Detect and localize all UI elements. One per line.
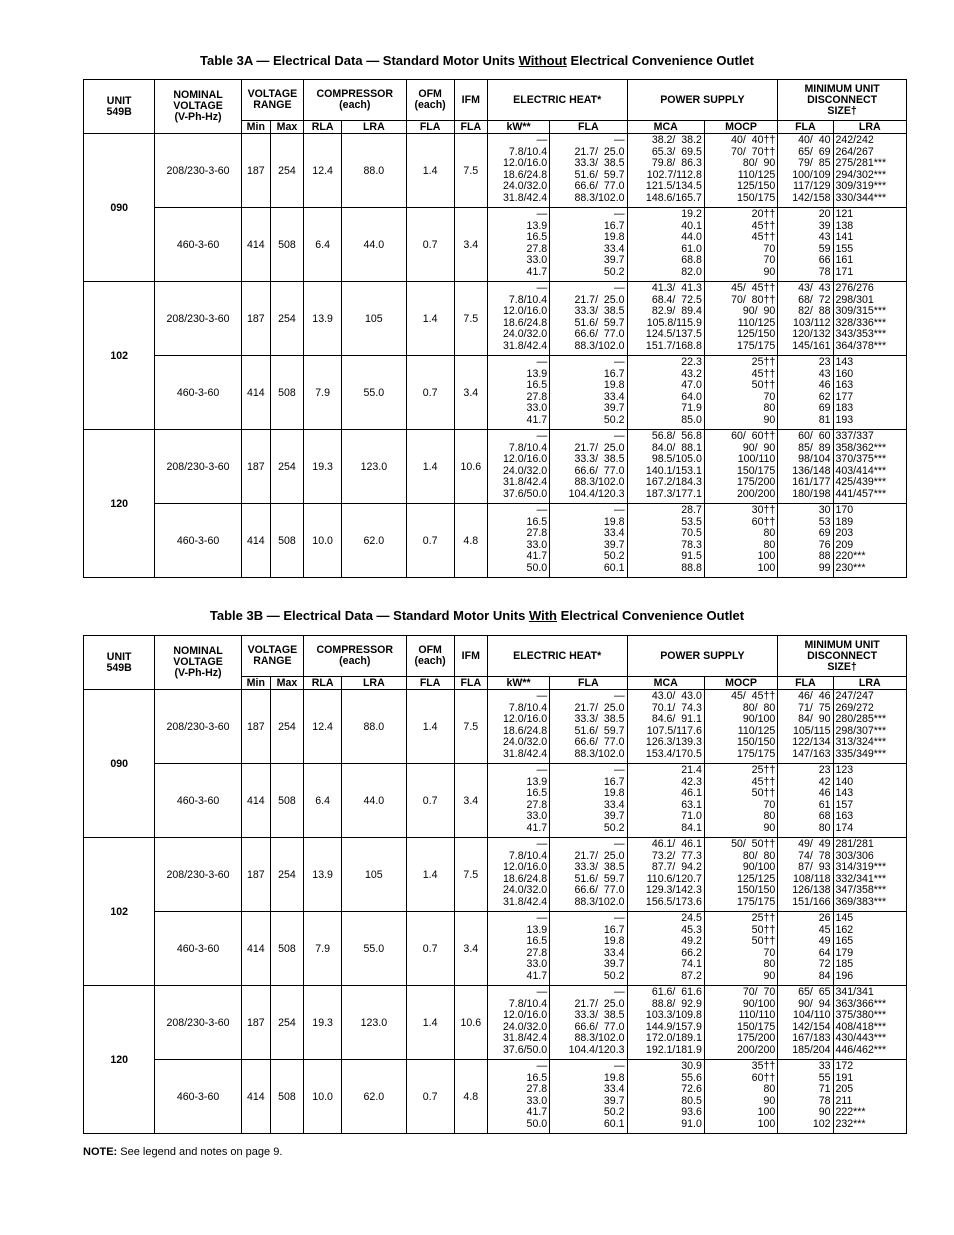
mocp-cell: 25†† 50†† 50†† 70 80 90 — [704, 912, 777, 986]
electric-heat-header: ELECTRIC HEAT* — [487, 636, 627, 677]
heat-fla-cell: — 21.7/ 25.0 33.3/ 38.5 66.6/ 77.0 88.3/102.0 104.4/120.3 — [550, 430, 627, 504]
ofm-fla-cell: 0.7 — [406, 1060, 454, 1134]
nominal-voltage-cell: 460-3-60 — [155, 356, 241, 430]
compressor-rla-cell: 13.9 — [304, 282, 342, 356]
compressor-lra-cell: 62.0 — [342, 1060, 406, 1134]
heat-fla-cell: — 21.7/ 25.0 33.3/ 38.5 66.6/ 77.0 88.3/102.0 104.4/120.3 — [550, 986, 627, 1060]
nominal-voltage-cell: 208/230-3-60 — [155, 282, 241, 356]
compressor-rla-cell: 19.3 — [304, 986, 342, 1060]
mca-cell: 22.3 43.2 47.0 64.0 71.9 85.0 — [627, 356, 704, 430]
mocp-cell: 70/ 70 90/100 110/110 150/175 175/200 200/200 — [704, 986, 777, 1060]
disconnect-fla-cell: 26 45 49 64 72 84 — [778, 912, 833, 986]
voltage-min-cell: 187 — [241, 134, 270, 208]
max-subheader: Max — [270, 121, 303, 134]
disconnect-lra-subheader: LRA — [833, 121, 907, 134]
disconnect-lra-cell: 341/341 363/366*** 375/380*** 408/418*** 430/443*** 446/462*** — [833, 986, 907, 1060]
ofm-fla-subheader: FLA — [406, 121, 454, 134]
mca-cell: 30.9 55.6 72.6 80.5 93.6 91.0 — [627, 1060, 704, 1134]
mca-cell: 28.7 53.5 70.5 78.3 91.5 88.8 — [627, 504, 704, 578]
mca-subheader: MCA — [627, 121, 704, 134]
voltage-max-cell: 508 — [270, 356, 303, 430]
compressor-header: COMPRESSOR (each) — [304, 636, 406, 677]
compressor-lra-cell: 105 — [342, 282, 406, 356]
heat-fla-cell: — 21.7/ 25.0 33.3/ 38.5 51.6/ 59.7 66.6/ 77.0 88.3/102.0 — [550, 134, 627, 208]
voltage-min-cell: 414 — [241, 504, 270, 578]
ofm-fla-cell: 1.4 — [406, 282, 454, 356]
voltage-max-cell: 254 — [270, 690, 303, 764]
disconnect-fla-cell: 49/ 49 74/ 78 87/ 93 108/118 126/138 151/166 — [778, 838, 833, 912]
compressor-rla-cell: 13.9 — [304, 838, 342, 912]
ofm-fla-cell: 0.7 — [406, 764, 454, 838]
heat-fla-subheader: FLA — [550, 677, 627, 690]
mocp-cell: 45/ 45†† 70/ 80†† 90/ 90 110/125 125/150 175/175 — [704, 282, 777, 356]
mca-cell: 24.5 45.3 49.2 66.2 74.1 87.2 — [627, 912, 704, 986]
nominal-voltage-cell: 460-3-60 — [155, 1060, 241, 1134]
voltage-min-cell: 414 — [241, 1060, 270, 1134]
compressor-rla-cell: 7.9 — [304, 912, 342, 986]
ifm-fla-cell: 4.8 — [454, 504, 487, 578]
ofm-fla-cell: 0.7 — [406, 356, 454, 430]
voltage-min-cell: 414 — [241, 764, 270, 838]
ifm-fla-cell: 3.4 — [454, 208, 487, 282]
mocp-cell: 25†† 45†† 50†† 70 80 90 — [704, 356, 777, 430]
table-row — [84, 764, 907, 838]
heat-fla-cell: — 19.8 33.4 39.7 50.2 60.1 — [550, 504, 627, 578]
ifm-fla-cell: 3.4 — [454, 356, 487, 430]
mca-cell: 41.3/ 41.3 68.4/ 72.5 82.9/ 89.4 105.8/115.9 124.5/137.5 151.7/168.8 — [627, 282, 704, 356]
table-row — [84, 912, 907, 986]
heat-kw-cell: — 13.9 16.5 27.8 33.0 41.7 — [487, 912, 549, 986]
voltage-range-header: VOLTAGE RANGE — [241, 636, 303, 677]
ifm-fla-cell: 10.6 — [454, 986, 487, 1060]
heat-kw-cell: — 7.8/10.4 12.0/16.0 18.6/24.8 24.0/32.0 31.8/42.4 — [487, 282, 549, 356]
table-row — [84, 208, 907, 282]
disconnect-fla-cell: 30 53 69 76 88 99 — [778, 504, 833, 578]
mocp-cell: 35†† 60†† 80 90 100 100 — [704, 1060, 777, 1134]
ofm-fla-cell: 1.4 — [406, 690, 454, 764]
unit-cell: 102 — [84, 282, 155, 430]
nominal-voltage-cell: 208/230-3-60 — [155, 134, 241, 208]
voltage-max-cell: 508 — [270, 504, 303, 578]
table-row — [84, 430, 907, 504]
heat-kw-cell: — 13.9 16.5 27.8 33.0 41.7 — [487, 764, 549, 838]
unit-header: UNIT 549B — [84, 636, 155, 690]
disconnect-fla-cell: 65/ 65 90/ 94 104/110 142/154 167/183 185/204 — [778, 986, 833, 1060]
heat-fla-cell: — 16.7 19.8 33.4 39.7 50.2 — [550, 764, 627, 838]
power-supply-header: POWER SUPPLY — [627, 80, 778, 121]
nominal-voltage-cell: 208/230-3-60 — [155, 838, 241, 912]
disconnect-lra-cell: 170 189 203 209 220*** 230*** — [833, 504, 907, 578]
mocp-subheader: MOCP — [704, 121, 777, 134]
disconnect-fla-subheader: FLA — [778, 677, 833, 690]
nominal-voltage-cell: 208/230-3-60 — [155, 690, 241, 764]
table-3b — [83, 635, 907, 1134]
ifm-header: IFM — [454, 80, 487, 121]
compressor-header: COMPRESSOR (each) — [304, 80, 406, 121]
heat-kw-cell: — 7.8/10.4 12.0/16.0 24.0/32.0 31.8/42.4 37.6/50.0 — [487, 986, 549, 1060]
voltage-min-cell: 414 — [241, 912, 270, 986]
heat-fla-cell: — 19.8 33.4 39.7 50.2 60.1 — [550, 1060, 627, 1134]
heat-kw-cell: — 13.9 16.5 27.8 33.0 41.7 — [487, 208, 549, 282]
lra-subheader: LRA — [342, 677, 406, 690]
unit-cell: 120 — [84, 986, 155, 1134]
mocp-cell: 60/ 60†† 90/ 90 100/110 150/175 175/200 200/200 — [704, 430, 777, 504]
heat-kw-cell: — 16.5 27.8 33.0 41.7 50.0 — [487, 1060, 549, 1134]
mocp-cell: 45/ 45†† 80/ 80 90/100 110/125 150/150 175/175 — [704, 690, 777, 764]
disconnect-lra-cell: 242/242 264/267 275/281*** 294/302*** 309/319*** 330/344*** — [833, 134, 907, 208]
compressor-lra-cell: 88.0 — [342, 134, 406, 208]
table-row — [84, 986, 907, 1060]
ifm-header: IFM — [454, 636, 487, 677]
heat-kw-cell: — 7.8/10.4 12.0/16.0 18.6/24.8 24.0/32.0 31.8/42.4 — [487, 838, 549, 912]
table-row — [84, 838, 907, 912]
table-row — [84, 690, 907, 764]
table-3a — [83, 79, 907, 578]
voltage-min-cell: 187 — [241, 690, 270, 764]
voltage-min-cell: 414 — [241, 356, 270, 430]
voltage-max-cell: 254 — [270, 986, 303, 1060]
mca-cell: 19.2 40.1 44.0 61.0 68.8 82.0 — [627, 208, 704, 282]
unit-header: UNIT 549B — [84, 80, 155, 134]
mocp-cell: 40/ 40†† 70/ 70†† 80/ 90 110/125 125/150 150/175 — [704, 134, 777, 208]
unit-cell: 120 — [84, 430, 155, 578]
ofm-header: OFM (each) — [406, 80, 454, 121]
heat-kw-cell: — 16.5 27.8 33.0 41.7 50.0 — [487, 504, 549, 578]
compressor-rla-cell: 10.0 — [304, 1060, 342, 1134]
voltage-max-cell: 254 — [270, 838, 303, 912]
voltage-min-cell: 414 — [241, 208, 270, 282]
nominal-voltage-cell: 460-3-60 — [155, 912, 241, 986]
heat-fla-cell: — 16.7 19.8 33.4 39.7 50.2 — [550, 356, 627, 430]
disconnect-lra-cell: 123 140 143 157 163 174 — [833, 764, 907, 838]
ofm-fla-cell: 1.4 — [406, 838, 454, 912]
disconnect-fla-cell: 20 39 43 59 66 78 — [778, 208, 833, 282]
compressor-lra-cell: 44.0 — [342, 208, 406, 282]
compressor-lra-cell: 123.0 — [342, 430, 406, 504]
ifm-fla-cell: 7.5 — [454, 838, 487, 912]
voltage-min-cell: 187 — [241, 986, 270, 1060]
mocp-subheader: MOCP — [704, 677, 777, 690]
nominal-voltage-cell: 208/230-3-60 — [155, 986, 241, 1060]
ifm-fla-cell: 7.5 — [454, 690, 487, 764]
kw-subheader: kW** — [487, 677, 549, 690]
table-3a-title: Table 3A — Electrical Data — Standard Motor Units Without Electrical Convenience Outlet — [200, 53, 754, 68]
nominal-voltage-cell: 460-3-60 — [155, 504, 241, 578]
ifm-fla-cell: 7.5 — [454, 134, 487, 208]
disconnect-lra-cell: 281/281 303/306 314/319*** 332/341*** 347/358*** 369/383*** — [833, 838, 907, 912]
compressor-lra-cell: 55.0 — [342, 356, 406, 430]
disconnect-fla-cell: 23 42 46 61 68 80 — [778, 764, 833, 838]
heat-fla-cell: — 21.7/ 25.0 33.3/ 38.5 51.6/ 59.7 66.6/ 77.0 88.3/102.0 — [550, 838, 627, 912]
disconnect-lra-cell: 143 160 163 177 183 193 — [833, 356, 907, 430]
compressor-lra-cell: 123.0 — [342, 986, 406, 1060]
nominal-voltage-header: NOMINAL VOLTAGE (V-Ph-Hz) — [155, 80, 241, 134]
ifm-fla-cell: 3.4 — [454, 912, 487, 986]
mca-cell: 38.2/ 38.2 65.3/ 69.5 79.8/ 86.3 102.7/112.8 121.5/134.5 148.6/165.7 — [627, 134, 704, 208]
rla-subheader: RLA — [304, 121, 342, 134]
table-row — [84, 1060, 907, 1134]
table-row — [84, 134, 907, 208]
voltage-min-cell: 187 — [241, 430, 270, 504]
disconnect-lra-cell: 276/276 298/301 309/315*** 328/336*** 343/353*** 364/378*** — [833, 282, 907, 356]
ofm-fla-subheader: FLA — [406, 677, 454, 690]
heat-kw-cell: — 7.8/10.4 12.0/16.0 18.6/24.8 24.0/32.0 31.8/42.4 — [487, 134, 549, 208]
unit-cell: 102 — [84, 838, 155, 986]
voltage-max-cell: 254 — [270, 282, 303, 356]
ifm-fla-cell: 4.8 — [454, 1060, 487, 1134]
compressor-lra-cell: 105 — [342, 838, 406, 912]
compressor-lra-cell: 44.0 — [342, 764, 406, 838]
unit-cell: 090 — [84, 134, 155, 282]
max-subheader: Max — [270, 677, 303, 690]
ofm-fla-cell: 1.4 — [406, 134, 454, 208]
disconnect-fla-cell: 23 43 46 62 69 81 — [778, 356, 833, 430]
compressor-rla-cell: 10.0 — [304, 504, 342, 578]
nominal-voltage-cell: 460-3-60 — [155, 764, 241, 838]
compressor-rla-cell: 7.9 — [304, 356, 342, 430]
disconnect-fla-cell: 33 55 71 78 90 102 — [778, 1060, 833, 1134]
mca-subheader: MCA — [627, 677, 704, 690]
heat-kw-cell: — 7.8/10.4 12.0/16.0 24.0/32.0 31.8/42.4 37.6/50.0 — [487, 430, 549, 504]
heat-fla-cell: — 16.7 19.8 33.4 39.7 50.2 — [550, 208, 627, 282]
mca-cell: 43.0/ 43.0 70.1/ 74.3 84.6/ 91.1 107.5/117.6 126.3/139.3 153.4/170.5 — [627, 690, 704, 764]
unit-cell: 090 — [84, 690, 155, 838]
voltage-max-cell: 508 — [270, 912, 303, 986]
nominal-voltage-cell: 208/230-3-60 — [155, 430, 241, 504]
electric-heat-header: ELECTRIC HEAT* — [487, 80, 627, 121]
voltage-max-cell: 508 — [270, 208, 303, 282]
disconnect-fla-cell: 40/ 40 65/ 69 79/ 85 100/109 117/129 142/158 — [778, 134, 833, 208]
table-row — [84, 504, 907, 578]
ifm-fla-cell: 10.6 — [454, 430, 487, 504]
ifm-fla-subheader: FLA — [454, 121, 487, 134]
ofm-fla-cell: 1.4 — [406, 430, 454, 504]
disconnect-lra-cell: 145 162 165 179 185 196 — [833, 912, 907, 986]
nominal-voltage-header: NOMINAL VOLTAGE (V-Ph-Hz) — [155, 636, 241, 690]
heat-kw-cell: — 7.8/10.4 12.0/16.0 18.6/24.8 24.0/32.0 31.8/42.4 — [487, 690, 549, 764]
compressor-rla-cell: 6.4 — [304, 208, 342, 282]
power-supply-header: POWER SUPPLY — [627, 636, 778, 677]
nominal-voltage-cell: 460-3-60 — [155, 208, 241, 282]
ifm-fla-cell: 3.4 — [454, 764, 487, 838]
disconnect-lra-cell: 247/247 269/272 280/285*** 298/307*** 313/324*** 335/349*** — [833, 690, 907, 764]
ofm-fla-cell: 0.7 — [406, 912, 454, 986]
voltage-min-cell: 187 — [241, 282, 270, 356]
table-row — [84, 356, 907, 430]
compressor-rla-cell: 12.4 — [304, 134, 342, 208]
mca-cell: 46.1/ 46.1 73.2/ 77.3 87.7/ 94.2 110.6/120.7 129.3/142.3 156.5/173.6 — [627, 838, 704, 912]
compressor-lra-cell: 55.0 — [342, 912, 406, 986]
disconnect-fla-cell: 60/ 60 85/ 89 98/104 136/148 161/177 180/198 — [778, 430, 833, 504]
ifm-fla-cell: 7.5 — [454, 282, 487, 356]
rla-subheader: RLA — [304, 677, 342, 690]
disconnect-lra-cell: 121 138 141 155 161 171 — [833, 208, 907, 282]
ifm-fla-subheader: FLA — [454, 677, 487, 690]
mca-cell: 21.4 42.3 46.1 63.1 71.0 84.1 — [627, 764, 704, 838]
voltage-max-cell: 254 — [270, 430, 303, 504]
disconnect-size-header: MINIMUM UNIT DISCONNECT SIZE† — [778, 80, 907, 121]
mocp-cell: 20†† 45†† 45†† 70 70 90 — [704, 208, 777, 282]
compressor-rla-cell: 6.4 — [304, 764, 342, 838]
voltage-max-cell: 508 — [270, 1060, 303, 1134]
ofm-fla-cell: 1.4 — [406, 986, 454, 1060]
voltage-range-header: VOLTAGE RANGE — [241, 80, 303, 121]
mca-cell: 56.8/ 56.8 84.0/ 88.1 98.5/105.0 140.1/153.1 167.2/184.3 187.3/177.1 — [627, 430, 704, 504]
kw-subheader: kW** — [487, 121, 549, 134]
compressor-rla-cell: 12.4 — [304, 690, 342, 764]
heat-fla-cell: — 21.7/ 25.0 33.3/ 38.5 51.6/ 59.7 66.6/ 77.0 88.3/102.0 — [550, 690, 627, 764]
mocp-cell: 50/ 50†† 80/ 80 90/100 125/125 150/150 175/175 — [704, 838, 777, 912]
disconnect-fla-cell: 43/ 43 68/ 72 82/ 88 103/112 120/132 145/161 — [778, 282, 833, 356]
compressor-rla-cell: 19.3 — [304, 430, 342, 504]
voltage-min-cell: 187 — [241, 838, 270, 912]
mca-cell: 61.6/ 61.6 88.8/ 92.9 103.3/109.8 144.9/157.9 172.0/189.1 192.1/181.9 — [627, 986, 704, 1060]
compressor-lra-cell: 62.0 — [342, 504, 406, 578]
disconnect-fla-subheader: FLA — [778, 121, 833, 134]
disconnect-size-header: MINIMUM UNIT DISCONNECT SIZE† — [778, 636, 907, 677]
ofm-fla-cell: 0.7 — [406, 504, 454, 578]
heat-fla-cell: — 21.7/ 25.0 33.3/ 38.5 51.6/ 59.7 66.6/ 77.0 88.3/102.0 — [550, 282, 627, 356]
disconnect-lra-cell: 337/337 358/362*** 370/375*** 403/414*** 425/439*** 441/457*** — [833, 430, 907, 504]
compressor-lra-cell: 88.0 — [342, 690, 406, 764]
ofm-fla-cell: 0.7 — [406, 208, 454, 282]
voltage-max-cell: 254 — [270, 134, 303, 208]
voltage-max-cell: 508 — [270, 764, 303, 838]
heat-fla-cell: — 16.7 19.8 33.4 39.7 50.2 — [550, 912, 627, 986]
min-subheader: Min — [241, 677, 270, 690]
disconnect-lra-subheader: LRA — [833, 677, 907, 690]
table-row — [84, 282, 907, 356]
table-3b-title: Table 3B — Electrical Data — Standard Motor Units With Electrical Convenience Outlet — [209, 608, 745, 623]
disconnect-lra-cell: 172 191 205 211 222*** 232*** — [833, 1060, 907, 1134]
heat-kw-cell: — 13.9 16.5 27.8 33.0 41.7 — [487, 356, 549, 430]
mocp-cell: 30†† 60†† 80 80 100 100 — [704, 504, 777, 578]
min-subheader: Min — [241, 121, 270, 134]
ofm-header: OFM (each) — [406, 636, 454, 677]
lra-subheader: LRA — [342, 121, 406, 134]
mocp-cell: 25†† 45†† 50†† 70 80 90 — [704, 764, 777, 838]
heat-fla-subheader: FLA — [550, 121, 627, 134]
disconnect-fla-cell: 46/ 46 71/ 75 84/ 90 105/115 122/134 147/163 — [778, 690, 833, 764]
footnote: NOTE: See legend and notes on page 9. — [83, 1146, 283, 1158]
